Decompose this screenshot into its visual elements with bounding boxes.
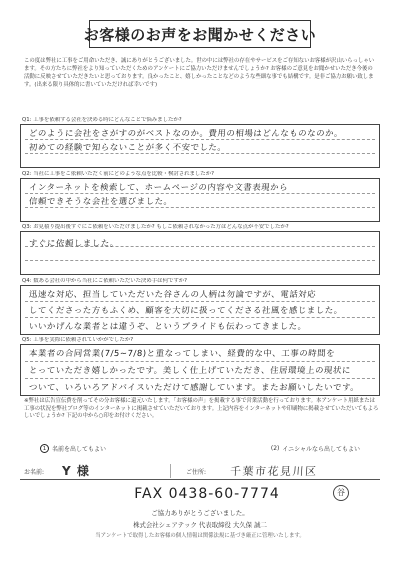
survey-title: お客様のお声をお聞かせください xyxy=(89,20,311,48)
answer-box-2 xyxy=(20,178,380,222)
question-5-text: Q5: 工事を実際に依頼されていかがでしたか? xyxy=(22,337,134,343)
customer-info-line xyxy=(20,462,380,480)
publication-notice: ※弊社は広告宣伝費を削ってその分お客様に還元いたします。「お客様の声」を掲載する事で営業活動を行っております。本アンケート用紙または工事の状況を弊社ブログ等のインターネットに掲載させていただいております。上記内容をインターネットや印刷物に掲載させていただいてもよろしいでしょうか? 下記の中から○印をお付けください。 xyxy=(24,398,379,420)
ruled-line xyxy=(25,260,375,261)
consent-option-2-marker: (2) xyxy=(270,445,280,452)
consent-option-name[interactable] xyxy=(40,444,106,453)
question-3-text: Q3: お見積り提出後すぐにご依頼をいただけましたか? もしご依頼されなかった方はどんな点が不安でしたか? xyxy=(22,224,289,230)
consent-option-initials[interactable] xyxy=(271,444,360,453)
answer-2-line-1: インターネットを検索して、ホームページの内容や文書表現から xyxy=(28,182,289,192)
ruled-line xyxy=(25,378,375,379)
answer-box-5 xyxy=(20,344,380,396)
answer-box-4 xyxy=(20,285,380,335)
question-2-text: Q2: 当社に工事をご依頼いただく前にどのような点を比較・検討されましたか? xyxy=(22,171,214,177)
question-1-text: Q1: 工事を依頼する会社を決める時にどんなことで悩みましたか? xyxy=(22,117,182,123)
question-4-text: Q4: 数ある会社の中から当社にご依頼いただいた決め手は何ですか? xyxy=(22,278,188,284)
fax-number: FAX 0438-60-7774 xyxy=(134,486,280,502)
answer-5-line-1: 本業者の合同営業(7/5~7/8)と重なってしまい、経費的な中、工事の時間を xyxy=(28,348,336,358)
question-block-1 xyxy=(20,117,380,168)
answer-4-line-3: いいかげんな業者とは違うぞ、というプライドも伝わってきました。 xyxy=(28,321,308,331)
ruled-line xyxy=(25,301,375,302)
answer-5-line-2: とっていただき嬉しかったです。美しく仕上げていただき、住居環境上の現状に xyxy=(28,365,352,375)
name-value: Y 様 xyxy=(62,464,90,478)
consent-option-1-marker: 1 xyxy=(40,444,49,453)
address-value: 千葉市花見川区 xyxy=(229,465,318,478)
answer-4-line-1: 迅速な対応、担当していただいた谷さんの人柄は勿論ですが、電話対応 xyxy=(28,289,317,299)
question-block-4 xyxy=(20,278,380,335)
intro-text: この度は弊社に工事をご用命いただき、誠にありがとうございました。世の中には弊社の存在やサービスをご存知ないお客様が沢山いらっしゃいます。その方たちに弊社をより知っていただくためのアンケートにご協力いただけませんでしょうか? お客様のご意見をお聞かせいただき今後の活動に反映させていただきたいと思っております。良かったこと、嬉しかったことなどのような些細な事でも結構です。是非ご協力お願い致します。(出来る限り具体的に書いていただければ幸いです) xyxy=(24,58,375,88)
question-block-5 xyxy=(20,337,380,396)
answer-5-line-3: ついて、いろいろアドバイスいただけて感謝しています。またお願いしたいです。 xyxy=(28,382,360,392)
answer-3-line-1: すぐに依頼しました。 xyxy=(28,238,120,248)
privacy-notice: 当アンケートで取得したお客様の個人情報は関係法規に基づき厳正に管理いたします。 xyxy=(95,533,305,539)
question-block-2 xyxy=(20,171,380,222)
name-label: お名前: xyxy=(24,469,45,476)
consent-options xyxy=(40,444,360,453)
question-block-3 xyxy=(20,224,380,275)
field-divider xyxy=(170,464,171,478)
answer-2-line-2: 信頼できそうな会社を選びました。 xyxy=(28,196,173,206)
address-label: ご住所: xyxy=(186,469,207,476)
answer-1-line-2: 初めての経験で知らないことが多く不安でした。 xyxy=(28,142,227,152)
thanks-text: ご協力ありがとうございました。 xyxy=(151,509,249,517)
ruled-line xyxy=(25,361,375,362)
staff-seal-stamp: 谷 xyxy=(333,485,349,501)
answer-box-1 xyxy=(20,124,380,168)
answer-1-line-1: どのように会社をさがすのがベストなのか。費用の相場はどんなものなのか。 xyxy=(28,128,344,138)
company-line: 株式会社シェアテック 代表取締役 大久保 誠二 xyxy=(133,521,267,529)
answer-4-line-2: してくださった方もふくめ、顧客を大切に扱ってくださる社風を感じました。 xyxy=(28,305,344,315)
consent-option-1-label: 名前を出してもよい xyxy=(52,446,107,453)
consent-option-2-label: イニシャルなら出してもよい xyxy=(282,446,360,453)
answer-box-3 xyxy=(20,231,380,275)
ruled-line xyxy=(25,317,375,318)
